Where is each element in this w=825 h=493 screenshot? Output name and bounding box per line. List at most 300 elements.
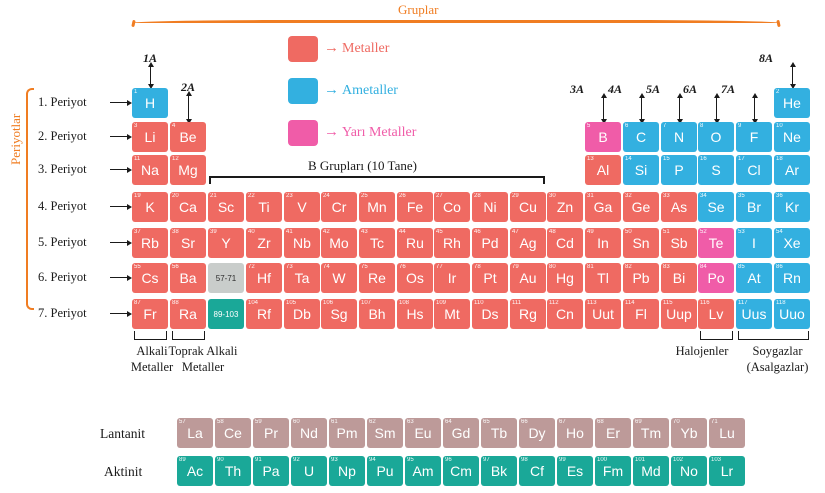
period-arrow-3 <box>110 169 128 170</box>
atomic-number: 18 <box>776 156 783 162</box>
atomic-number: 25 <box>361 193 368 199</box>
element-cn[interactable] <box>547 299 583 329</box>
element-uup[interactable] <box>661 299 697 329</box>
element-o[interactable] <box>698 122 734 152</box>
atomic-number: 29 <box>512 193 519 199</box>
atomic-number: 14 <box>625 156 632 162</box>
element-symbol: As <box>670 199 688 215</box>
element-rh[interactable] <box>434 228 470 258</box>
element-cl[interactable] <box>736 155 772 185</box>
element-symbol: Tm <box>640 425 662 441</box>
atomic-number: 95 <box>407 457 414 463</box>
element-th[interactable] <box>215 456 251 486</box>
group-arrow-6a <box>716 97 717 119</box>
element-symbol: Bh <box>368 306 386 322</box>
atomic-number: 45 <box>436 229 443 235</box>
element-sb[interactable] <box>661 228 697 258</box>
element-symbol: Ta <box>294 270 310 286</box>
atomic-number: 10 <box>776 123 783 129</box>
atomic-number: 39 <box>210 229 217 235</box>
element-xe[interactable] <box>774 228 810 258</box>
element-symbol: Uup <box>666 306 692 322</box>
element-symbol: Lr <box>720 463 734 479</box>
atomic-number: 54 <box>776 229 783 235</box>
element-as[interactable] <box>661 192 697 222</box>
atomic-number: 53 <box>738 229 745 235</box>
atomic-number: 56 <box>172 264 179 270</box>
element-hs[interactable] <box>397 299 433 329</box>
element-re[interactable] <box>359 263 395 293</box>
element-fm[interactable] <box>595 456 631 486</box>
group-arrow-2a <box>188 95 189 119</box>
element-symbol: No <box>680 463 698 479</box>
lantanit-range[interactable] <box>208 263 244 293</box>
atomic-number: 99 <box>559 457 566 463</box>
atomic-number: 50 <box>625 229 632 235</box>
element-symbol: Db <box>293 306 311 322</box>
element-symbol: Ca <box>179 199 197 215</box>
element-symbol: Tc <box>370 235 384 251</box>
element-symbol: Zr <box>257 235 271 251</box>
element-hg[interactable] <box>547 263 583 293</box>
element-symbol: At <box>747 270 761 286</box>
element-u[interactable] <box>291 456 327 486</box>
element-symbol: U <box>303 463 315 479</box>
element-symbol: Nb <box>293 235 311 251</box>
element-db[interactable] <box>284 299 320 329</box>
atomic-number: 24 <box>323 193 330 199</box>
atomic-number: 87 <box>134 300 141 306</box>
element-au[interactable] <box>510 263 546 293</box>
atomic-number: 109 <box>436 300 447 306</box>
element-po[interactable] <box>698 263 734 293</box>
atomic-number: 8 <box>700 123 704 129</box>
element-w[interactable] <box>321 263 357 293</box>
element-ho[interactable] <box>557 418 593 448</box>
element-symbol: Pa <box>262 463 280 479</box>
element-tl[interactable] <box>585 263 621 293</box>
element-cm[interactable] <box>443 456 479 486</box>
element-symbol: Au <box>519 270 537 286</box>
element-symbol: Pb <box>632 270 650 286</box>
atomic-number: 26 <box>399 193 406 199</box>
element-symbol: Es <box>566 463 584 479</box>
element-symbol: Po <box>707 270 725 286</box>
gruplar-bracket <box>132 20 780 26</box>
element-bi[interactable] <box>661 263 697 293</box>
element-symbol: In <box>597 235 609 251</box>
element-kr[interactable] <box>774 192 810 222</box>
element-symbol: Yb <box>680 425 698 441</box>
element-symbol: Ra <box>179 306 197 322</box>
element-zr[interactable] <box>246 228 282 258</box>
element-md[interactable] <box>633 456 669 486</box>
atomic-number: 108 <box>399 300 410 306</box>
atomic-number: 106 <box>323 300 334 306</box>
element-symbol: Re <box>368 270 386 286</box>
element-symbol: Mn <box>367 199 387 215</box>
element-symbol: Hg <box>556 270 574 286</box>
element-uuo[interactable] <box>774 299 810 329</box>
element-ga[interactable] <box>585 192 621 222</box>
element-fr[interactable] <box>132 299 168 329</box>
element-symbol: Sg <box>330 306 348 322</box>
element-symbol: Bk <box>490 463 508 479</box>
atomic-number: 107 <box>361 300 372 306</box>
element-os[interactable] <box>397 263 433 293</box>
element-pu[interactable] <box>367 456 403 486</box>
atomic-number: 21 <box>210 193 217 199</box>
element-symbol: Pm <box>336 425 358 441</box>
element-ar[interactable] <box>774 155 810 185</box>
element-cd[interactable] <box>547 228 583 258</box>
atomic-number: 41 <box>286 229 293 235</box>
atomic-number: 105 <box>286 300 297 306</box>
legend-arrow-yari-metaller: → <box>324 124 339 140</box>
element-eu[interactable] <box>405 418 441 448</box>
element-symbol: Uut <box>592 306 614 322</box>
element-np[interactable] <box>329 456 365 486</box>
element-cs[interactable] <box>132 263 168 293</box>
group-label-4a: 4A <box>608 82 623 96</box>
atomic-number: 90 <box>217 457 224 463</box>
element-symbol: Cl <box>747 162 761 178</box>
element-mn[interactable] <box>359 192 395 222</box>
element-p[interactable] <box>661 155 697 185</box>
element-nb[interactable] <box>284 228 320 258</box>
element-symbol: Sr <box>181 235 195 251</box>
element-pm[interactable] <box>329 418 365 448</box>
element-f[interactable] <box>736 122 772 152</box>
element-al[interactable] <box>585 155 621 185</box>
atomic-number: 113 <box>587 300 597 306</box>
period-arrow-5 <box>110 242 128 243</box>
element-symbol: La <box>187 425 203 441</box>
element-c[interactable] <box>623 122 659 152</box>
element-symbol: Sb <box>670 235 688 251</box>
atomic-number: 34 <box>700 193 707 199</box>
atomic-number: 60 <box>293 419 300 425</box>
atomic-number: 94 <box>369 457 376 463</box>
element-rn[interactable] <box>774 263 810 293</box>
element-sc[interactable] <box>208 192 244 222</box>
element-symbol: Fm <box>602 463 624 479</box>
period-arrow-1 <box>110 102 128 103</box>
element-symbol: Dy <box>528 425 546 441</box>
atomic-number: 88 <box>172 300 179 306</box>
atomic-number: 70 <box>673 419 680 425</box>
period-arrow-4 <box>110 206 128 207</box>
gruplar-label: Gruplar <box>398 2 439 17</box>
element-fl[interactable] <box>623 299 659 329</box>
group-label-2a: 2A <box>181 80 196 94</box>
element-ir[interactable] <box>434 263 470 293</box>
atomic-number: 33 <box>663 193 670 199</box>
element-cf[interactable] <box>519 456 555 486</box>
atomic-number: 6 <box>625 123 629 129</box>
element-sr[interactable] <box>170 228 206 258</box>
element-symbol: Np <box>338 463 356 479</box>
element-symbol: Lu <box>719 425 735 441</box>
element-symbol: Gd <box>451 425 471 441</box>
atomic-number: 52 <box>700 229 707 235</box>
period-arrow-7 <box>110 313 128 314</box>
element-tm[interactable] <box>633 418 669 448</box>
element-co[interactable] <box>434 192 470 222</box>
atomic-number: 35 <box>738 193 745 199</box>
atomic-number: 102 <box>673 457 684 463</box>
atomic-number: 20 <box>172 193 179 199</box>
group-label-1a: 1A <box>143 51 158 65</box>
element-rb[interactable] <box>132 228 168 258</box>
element-at[interactable] <box>736 263 772 293</box>
element-ba[interactable] <box>170 263 206 293</box>
element-symbol: Cu <box>519 199 537 215</box>
element-symbol: Ge <box>631 199 651 215</box>
element-ta[interactable] <box>284 263 320 293</box>
element-symbol: Pd <box>481 235 499 251</box>
atomic-number: 81 <box>587 264 594 270</box>
element-symbol: Bi <box>672 270 686 286</box>
atomic-number: 12 <box>172 156 179 162</box>
element-uus[interactable] <box>736 299 772 329</box>
element-ca[interactable] <box>170 192 206 222</box>
element-symbol: N <box>673 129 685 145</box>
element-in[interactable] <box>585 228 621 258</box>
element-symbol: Ce <box>224 425 242 441</box>
element-na[interactable] <box>132 155 168 185</box>
period-label-4: 4. Periyot <box>38 199 87 213</box>
element-ra[interactable] <box>170 299 206 329</box>
element-ge[interactable] <box>623 192 659 222</box>
atomic-number: 89 <box>179 457 186 463</box>
element-mo[interactable] <box>321 228 357 258</box>
atomic-number: 62 <box>369 419 376 425</box>
element-pd[interactable] <box>472 228 508 258</box>
legend-label-yari-metaller: Yarı Metaller <box>342 125 417 140</box>
element-ne[interactable] <box>774 122 810 152</box>
element-tb[interactable] <box>481 418 517 448</box>
element-h[interactable] <box>132 88 168 118</box>
atomic-number: 36 <box>776 193 783 199</box>
element-sn[interactable] <box>623 228 659 258</box>
atomic-number: 49 <box>587 229 594 235</box>
element-symbol: K <box>145 199 155 215</box>
element-b[interactable] <box>585 122 621 152</box>
element-tc[interactable] <box>359 228 395 258</box>
element-symbol: Ar <box>785 162 799 178</box>
element-si[interactable] <box>623 155 659 185</box>
element-symbol: Be <box>179 129 197 145</box>
atomic-number: 59 <box>255 419 262 425</box>
element-symbol: Se <box>707 199 725 215</box>
element-n[interactable] <box>661 122 697 152</box>
element-symbol: Cd <box>556 235 574 251</box>
element-k[interactable] <box>132 192 168 222</box>
element-gd[interactable] <box>443 418 479 448</box>
period-label-2: 2. Periyot <box>38 129 87 143</box>
legend-arrow-metaller: → <box>324 40 339 56</box>
atomic-number: 92 <box>293 457 300 463</box>
atomic-number: 86 <box>776 264 783 270</box>
element-pa[interactable] <box>253 456 289 486</box>
atomic-number: 38 <box>172 229 179 235</box>
element-ni[interactable] <box>472 192 508 222</box>
element-li[interactable] <box>132 122 168 152</box>
element-se[interactable] <box>698 192 734 222</box>
element-symbol: Cf <box>530 463 544 479</box>
element-symbol: Er <box>606 425 620 441</box>
element-symbol: Cr <box>331 199 347 215</box>
element-la[interactable] <box>177 418 213 448</box>
element-bh[interactable] <box>359 299 395 329</box>
element-be[interactable] <box>170 122 206 152</box>
element-pr[interactable] <box>253 418 289 448</box>
atomic-number: 83 <box>663 264 670 270</box>
element-symbol: Os <box>406 270 424 286</box>
element-nd[interactable] <box>291 418 327 448</box>
element-am[interactable] <box>405 456 441 486</box>
element-he[interactable] <box>774 88 810 118</box>
element-symbol: Fl <box>635 306 647 322</box>
group-arrow-5a <box>679 97 680 119</box>
element-ru[interactable] <box>397 228 433 258</box>
atomic-number: 51 <box>663 229 670 235</box>
element-symbol: Te <box>708 235 724 251</box>
element-symbol: Zn <box>556 199 574 215</box>
atomic-number: 79 <box>512 264 519 270</box>
element-cu[interactable] <box>510 192 546 222</box>
atomic-number: 67 <box>559 419 566 425</box>
legend-swatch-metaller <box>288 36 318 62</box>
element-sm[interactable] <box>367 418 403 448</box>
element-symbol: I <box>752 235 756 251</box>
element-symbol: Y <box>221 235 231 251</box>
element-pt[interactable] <box>472 263 508 293</box>
element-symbol: Ga <box>593 199 613 215</box>
element-ti[interactable] <box>246 192 282 222</box>
element-symbol: Uuo <box>779 306 805 322</box>
element-symbol: Li <box>144 129 156 145</box>
period-arrow-6 <box>110 277 128 278</box>
atomic-number: 9 <box>738 123 742 129</box>
element-symbol: S <box>711 162 721 178</box>
element-symbol: Mo <box>329 235 349 251</box>
element-fe[interactable] <box>397 192 433 222</box>
element-symbol: O <box>710 129 722 145</box>
atomic-number: 96 <box>445 457 452 463</box>
atomic-number: 4 <box>172 123 176 129</box>
element-dy[interactable] <box>519 418 555 448</box>
element-cr[interactable] <box>321 192 357 222</box>
element-es[interactable] <box>557 456 593 486</box>
bracket-halojenler <box>700 331 733 340</box>
element-rg[interactable] <box>510 299 546 329</box>
element-symbol: Br <box>747 199 761 215</box>
atomic-number: 23 <box>286 193 293 199</box>
aktinit-range[interactable] <box>208 299 244 329</box>
element-pb[interactable] <box>623 263 659 293</box>
element-uut[interactable] <box>585 299 621 329</box>
element-symbol: Md <box>641 463 661 479</box>
atomic-number: 78 <box>474 264 481 270</box>
element-symbol: Fe <box>406 199 424 215</box>
label-soygazlar: Soygazlar (Asalgazlar) <box>746 344 809 374</box>
atomic-number: 80 <box>549 264 556 270</box>
element-mg[interactable] <box>170 155 206 185</box>
atomic-number: 31 <box>587 193 594 199</box>
element-y[interactable] <box>208 228 244 258</box>
atomic-number: 114 <box>625 300 635 306</box>
atomic-number: 111 <box>512 300 522 306</box>
element-symbol: Sn <box>632 235 650 251</box>
element-symbol: Ru <box>406 235 424 251</box>
element-symbol: Lv <box>708 306 724 322</box>
element-er[interactable] <box>595 418 631 448</box>
group-label-8a: 8A <box>759 51 774 65</box>
element-symbol: V <box>297 199 307 215</box>
period-label-6: 6. Periyot <box>38 270 87 284</box>
element-no[interactable] <box>671 456 707 486</box>
atomic-number: 85 <box>738 264 745 270</box>
period-label-7: 7. Periyot <box>38 306 87 320</box>
legend-arrow-ametaller: → <box>324 82 339 98</box>
element-yb[interactable] <box>671 418 707 448</box>
element-ac[interactable] <box>177 456 213 486</box>
atomic-number: 65 <box>483 419 490 425</box>
group-arrow-4a <box>641 97 642 119</box>
element-symbol: Rn <box>783 270 801 286</box>
periyotlar-label: Periyotlar <box>8 113 23 165</box>
period-label-3: 3. Periyot <box>38 162 87 176</box>
element-ce[interactable] <box>215 418 251 448</box>
element-ds[interactable] <box>472 299 508 329</box>
atomic-number: 63 <box>407 419 414 425</box>
group-arrow-3a <box>603 97 604 119</box>
element-lr[interactable] <box>709 456 745 486</box>
element-lv[interactable] <box>698 299 734 329</box>
element-hf[interactable] <box>246 263 282 293</box>
atomic-number: 72 <box>248 264 255 270</box>
element-sg[interactable] <box>321 299 357 329</box>
element-symbol: C <box>635 129 647 145</box>
element-bk[interactable] <box>481 456 517 486</box>
atomic-number: 100 <box>597 457 608 463</box>
element-symbol: Pt <box>483 270 497 286</box>
bracket-alkali-metaller <box>134 331 167 340</box>
atomic-number: 11 <box>134 156 141 162</box>
element-symbol: Ho <box>566 425 584 441</box>
atomic-number: 69 <box>635 419 642 425</box>
element-br[interactable] <box>736 192 772 222</box>
element-ag[interactable] <box>510 228 546 258</box>
element-zn[interactable] <box>547 192 583 222</box>
element-symbol: Cn <box>556 306 574 322</box>
legend-swatch-yari-metaller <box>288 120 318 146</box>
element-rf[interactable] <box>246 299 282 329</box>
atomic-number: 58 <box>217 419 224 425</box>
group-label-5a: 5A <box>646 82 661 96</box>
element-symbol: Ir <box>447 270 457 286</box>
element-mt[interactable] <box>434 299 470 329</box>
element-v[interactable] <box>284 192 320 222</box>
atomic-number: 46 <box>474 229 481 235</box>
element-i[interactable] <box>736 228 772 258</box>
element-s[interactable] <box>698 155 734 185</box>
element-te[interactable] <box>698 228 734 258</box>
element-lu[interactable] <box>709 418 745 448</box>
atomic-number: 71 <box>711 419 718 425</box>
